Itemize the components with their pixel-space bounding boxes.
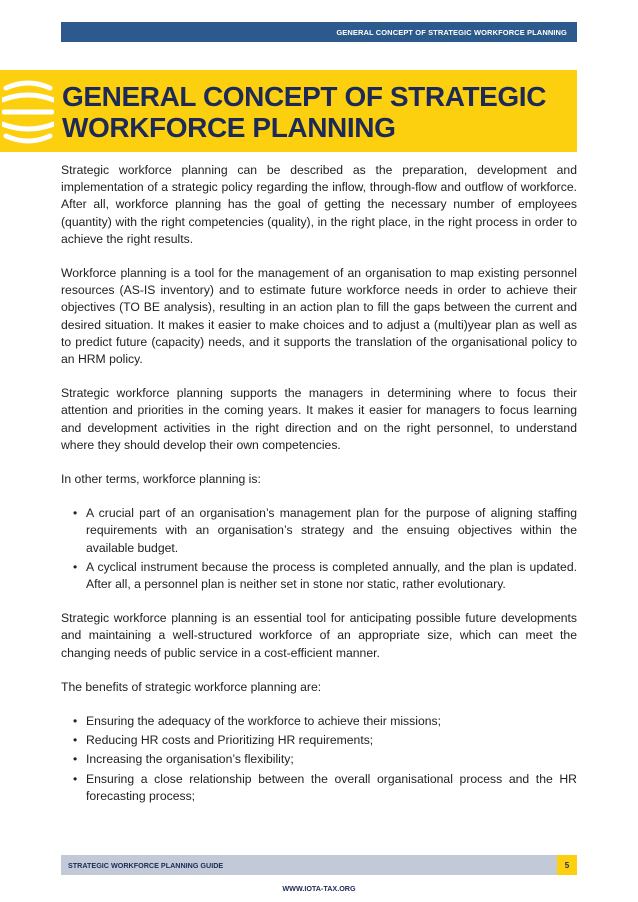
running-header: [61, 22, 577, 42]
bullet-icon: •: [73, 559, 78, 574]
list-item: [61, 559, 577, 593]
page-title-line-1: GENERAL CONCEPT OF STRATEGIC: [62, 81, 547, 112]
benefits-list: [61, 713, 577, 805]
page-title: [62, 81, 546, 143]
footer-bar: [61, 855, 577, 875]
list-item: [61, 713, 577, 730]
page-title-line-2: WORKFORCE PLANNING: [62, 112, 396, 143]
paragraph-2: Workforce planning is a tool for the management of an organisation to map existing personnel resources (AS-IS inventory) and to estimate future workforce needs in order to achieve their objectives (TO BE analysis), resulting in an action plan to fill the gaps between the current and desired situation. It makes it easier to make choices and to adjust a (multi)year plan as well as to predict future (capacity) needs, and it supports the translation of the organisational policy to an HRM policy.: [61, 266, 577, 367]
list-item: [61, 732, 577, 749]
list-item-text: Increasing the organisation’s flexibility;: [86, 752, 294, 767]
list-item-text: A cyclical instrument because the process is completed annually, and the plan is updated. After all, a personnel plan is neither set in stone nor static, rather evolutionary.: [86, 559, 577, 592]
paragraph-1: Strategic workforce planning can be described as the preparation, development and implementation of a strategic policy regarding the inflow, through-flow and outflow of workforce. After all, workforce planning has the goal of getting the necessary number of employees (quantity) with the right competencies (quality), in the right place, in the right process in order to achieve the right results.: [61, 163, 577, 246]
list-item-text: Ensuring the adequacy of the workforce to achieve their missions;: [86, 714, 441, 729]
main-content: [61, 162, 577, 822]
bullet-icon: •: [73, 752, 78, 767]
website-link[interactable]: WWW.IOTA-TAX.ORG: [282, 884, 356, 893]
footer-guide-title: STRATEGIC WORKFORCE PLANNING GUIDE: [68, 860, 224, 870]
list-item-text: Ensuring a close relationship between the overall organisational process and the HR forecasting process;: [86, 771, 577, 803]
list-item: [61, 505, 577, 557]
running-header-title: GENERAL CONCEPT OF STRATEGIC WORKFORCE PLANNING: [336, 27, 567, 37]
bullet-icon: •: [73, 771, 78, 786]
bullet-icon: •: [73, 733, 78, 748]
list-item: [61, 771, 577, 805]
definition-list: [61, 505, 577, 593]
paragraph-5: Strategic workforce planning is an essential tool for anticipating possible future developments and maintaining a well-structured workforce of an appropriate size, which can meet the changing needs of public service in a cost-efficient manner.: [61, 611, 577, 660]
paragraph-3: Strategic workforce planning supports the managers in determining where to focus their attention and priorities in the coming years. It makes it easier for managers to focus learning and development activities in the right direction and on the right personnel, to understand where they should develop their own competencies.: [61, 386, 577, 452]
paragraph-4: In other terms, workforce planning is:: [61, 472, 261, 487]
bullet-icon: •: [73, 714, 78, 729]
page-number: 5: [557, 855, 577, 875]
decorative-lines-icon: [2, 80, 54, 144]
list-item: [61, 751, 577, 768]
list-item-text: Reducing HR costs and Prioritizing HR requirements;: [86, 733, 374, 748]
bullet-icon: •: [73, 506, 78, 521]
title-banner: [0, 70, 577, 152]
list-item-text: A crucial part of an organisation’s management plan for the purpose of aligning staffing requirements with an organisation’s strategy and the ensuing objectives within the available budget.: [86, 506, 577, 555]
paragraph-6: The benefits of strategic workforce planning are:: [61, 679, 322, 694]
